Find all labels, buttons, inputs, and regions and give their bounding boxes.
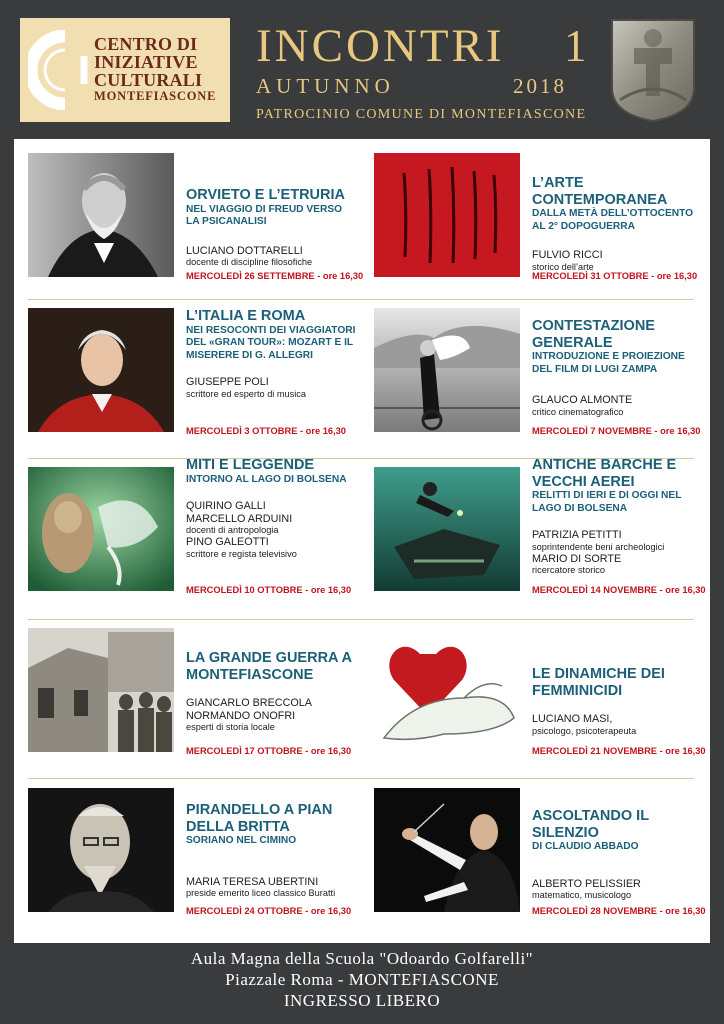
season-label: AUTUNNO <box>256 74 395 98</box>
speaker-name: GIUSEPPE POLI <box>186 376 269 388</box>
logo-line-1: CENTRO DI <box>94 34 198 54</box>
event-date: MERCOLEDÌ 17 OTTOBRE - ore 16,30 <box>186 746 352 756</box>
event-card <box>360 453 706 598</box>
event-date: MERCOLEDÌ 7 NOVEMBRE - ore 16,30 <box>532 426 701 436</box>
speaker-name: LUCIANO DOTTARELLI <box>186 244 303 257</box>
red-canvas-image <box>374 153 520 277</box>
event-title: MITI E LEGGENDE <box>186 457 315 473</box>
venue-address: Piazzale Roma - MONTEFIASCONE <box>225 970 499 989</box>
venue-footer <box>0 948 724 1011</box>
speaker-role: esperti di storia locale <box>186 722 275 732</box>
speaker-role: soprintendente beni archeologici <box>532 541 665 552</box>
mozart-portrait-image <box>28 308 174 432</box>
event-date: MERCOLEDÌ 10 OTTOBRE - ore 16,30 <box>186 585 352 595</box>
speaker-role: scrittore e regista televisivo <box>186 548 297 559</box>
event-date: MERCOLEDÌ 28 NOVEMBRE - ore 16,30 <box>532 906 706 916</box>
edition-number: 1 <box>564 21 587 71</box>
event-card <box>360 614 706 759</box>
event-card <box>14 453 357 598</box>
stone-crest-image <box>610 18 696 122</box>
event-title: L’ITALIA E ROMA <box>186 308 306 324</box>
speaker-name: MARCELLO ARDUINI <box>186 512 293 525</box>
underwater-statue-image <box>28 467 174 591</box>
speaker-role: docente di discipline filosofiche <box>186 257 313 267</box>
event-date: MERCOLEDÌ 31 OTTOBRE - ore 16,30 <box>532 271 698 281</box>
organizer-logo <box>20 18 230 122</box>
event-title: LA GRANDE GUERRA A MONTEFIASCONE <box>186 650 352 683</box>
wwi-soldiers-image <box>28 628 174 752</box>
year-label: 2018 <box>513 74 567 98</box>
speaker-role: critico cinematografico <box>532 406 624 417</box>
logo-line-3: CULTURALI <box>94 70 203 90</box>
venue-name: Aula Magna della Scuola "Odoardo Golfarelli" <box>190 949 534 968</box>
logo-line-4: MONTEFIASCONE <box>94 89 217 103</box>
event-subtitle: INTRODUZIONE E PROIEZIONE DEL FILM DI LUGI ZAMPA <box>532 351 685 375</box>
event-subtitle: NEI RESOCONTI DEI VIAGGIATORI DEL «GRAN TOUR»: MOZART E IL MISERERE DI G. ALLEGRI <box>186 324 356 361</box>
logo-line-2: INIZIATIVE <box>94 52 198 72</box>
event-date: MERCOLEDÌ 14 NOVEMBRE - ore 16,30 <box>532 585 706 595</box>
speaker-name: MARIO DI SORTE <box>532 552 622 565</box>
event-title: ANTICHE BARCHE E VECCHI AEREI <box>532 457 677 490</box>
speaker-name: MARIA TERESA UBERTINI <box>186 875 319 888</box>
event-subtitle: DI CLAUDIO ABBADO <box>532 841 639 852</box>
speaker-name: PINO GALEOTTI <box>186 536 269 548</box>
speaker-role: ricercatore storico <box>532 565 606 575</box>
event-card <box>14 139 364 284</box>
pirandello-portrait-image <box>28 788 174 912</box>
event-title: LE DINAMICHE DEI FEMMINICIDI <box>532 666 665 699</box>
freud-portrait-image <box>28 153 174 277</box>
event-card <box>14 614 357 759</box>
event-card <box>360 774 706 919</box>
event-subtitle: NEL VIAGGIO DI FREUD VERSO LA PSICANALISI <box>186 203 343 227</box>
speaker-name: GIANCARLO BRECCOLA <box>186 697 312 709</box>
speaker-name: FULVIO RICCI <box>532 249 603 261</box>
underwater-wreck-image <box>374 467 520 591</box>
event-date: MERCOLEDÌ 21 NOVEMBRE - ore 16,30 <box>532 746 706 756</box>
event-card <box>14 774 357 919</box>
event-title: ORVIETO E L’ETRURIA <box>186 187 345 203</box>
speaker-role: docenti di antropologia <box>186 525 279 535</box>
event-title: CONTESTAZIONE GENERALE <box>532 318 655 351</box>
speaker-role: matematico, musicologo <box>532 890 632 900</box>
event-date: MERCOLEDÌ 3 OTTOBRE - ore 16,30 <box>186 426 346 436</box>
speaker-name: PATRIZIA PETITTI <box>532 529 622 541</box>
heart-figure-image <box>374 628 520 752</box>
event-date: MERCOLEDÌ 24 OTTOBRE - ore 16,30 <box>186 906 352 916</box>
speaker-name: ALBERTO PELISSIER <box>532 877 641 890</box>
event-subtitle: INTORNO AL LAGO DI BOLSENA <box>186 473 347 485</box>
event-title: ASCOLTANDO IL SILENZIO <box>532 808 649 841</box>
speaker-role: preside emerito liceo classico Buratti <box>186 888 336 898</box>
entry-note: INGRESSO LIBERO <box>283 991 441 1010</box>
speaker-role: psicologo, psicoterapeuta <box>532 725 637 736</box>
program-panel <box>14 139 710 943</box>
event-subtitle: DALLA METÀ DELL’OTTOCENTO AL 2° DOPOGUERRA <box>532 208 694 232</box>
page-title: INCONTRI <box>256 20 505 72</box>
speaker-name: GLAUCO ALMONTE <box>532 394 633 406</box>
event-subtitle: SORIANO NEL CIMINO <box>186 835 297 846</box>
film-still-image <box>374 308 520 432</box>
patronage-label: PATROCINIO COMUNE DI MONTEFIASCONE <box>256 107 587 122</box>
event-title: L’ARTE CONTEMPORANEA <box>532 175 668 208</box>
speaker-name: LUCIANO MASI, <box>532 713 613 725</box>
speaker-role: scrittore ed esperto di musica <box>186 388 306 399</box>
speaker-role: storico dell’arte <box>532 261 594 272</box>
event-card <box>360 139 703 284</box>
ci-logo-mark <box>28 30 102 110</box>
speaker-name: NORMANDO ONOFRI <box>186 709 296 722</box>
event-date: MERCOLEDÌ 26 SETTEMBRE - ore 16,30 <box>186 271 364 281</box>
event-card <box>14 294 357 439</box>
event-title: PIRANDELLO A PIAN DELLA BRITTA <box>186 802 333 835</box>
conductor-image <box>374 788 520 912</box>
event-subtitle: RELITTI DI IERI E DI OGGI NEL LAGO DI BOLSENA <box>532 490 682 514</box>
event-card <box>360 294 703 439</box>
speaker-name: QUIRINO GALLI <box>186 500 266 512</box>
